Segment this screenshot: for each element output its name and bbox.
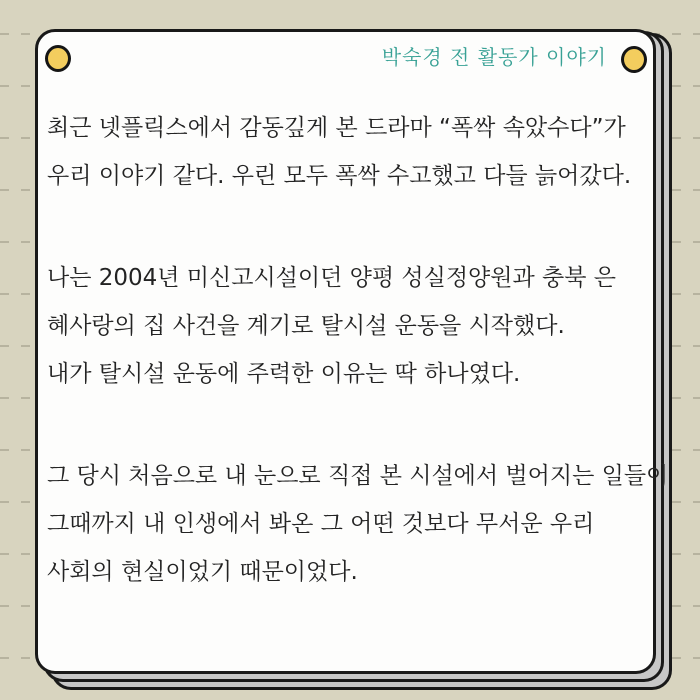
- paragraph-2-line-2: 혜사랑의 집 사건을 계기로 탈시설 운동을 시작했다.: [47, 313, 565, 339]
- paragraph-1-line-1: 최근 넷플릭스에서 감동깊게 본 드라마 “폭싹 속았수다”가: [47, 115, 626, 141]
- paragraph-3-line-2: 그때까지 내 인생에서 봐온 그 어떤 것보다 무서운 우리: [47, 511, 595, 537]
- paragraph-2-line-3: 내가 탈시설 운동에 주력한 이유는 딱 하나였다.: [47, 361, 521, 387]
- paragraph-3-line-1: 그 당시 처음으로 내 눈으로 직접 본 시설에서 벌어지는 일들이: [47, 463, 669, 489]
- binder-hole-left-icon: [45, 45, 71, 72]
- card-title: 박숙경 전 활동가 이야기: [381, 45, 607, 69]
- binder-hole-right-icon: [621, 46, 647, 73]
- paragraph-3: [47, 452, 669, 596]
- paragraph-1-line-2: 우리 이야기 같다. 우린 모두 폭싹 수고했고 다들 늙어갔다.: [47, 163, 632, 189]
- paragraph-2: [47, 254, 649, 398]
- paragraph-1: [47, 104, 649, 200]
- paragraph-2-line-1: 나는 2004년 미신고시설이던 양평 성실정양원과 충북 은: [47, 265, 616, 291]
- story-text: [47, 104, 669, 650]
- story-card: [35, 29, 669, 674]
- paragraph-3-line-3: 사회의 현실이었기 때문이었다.: [47, 559, 358, 585]
